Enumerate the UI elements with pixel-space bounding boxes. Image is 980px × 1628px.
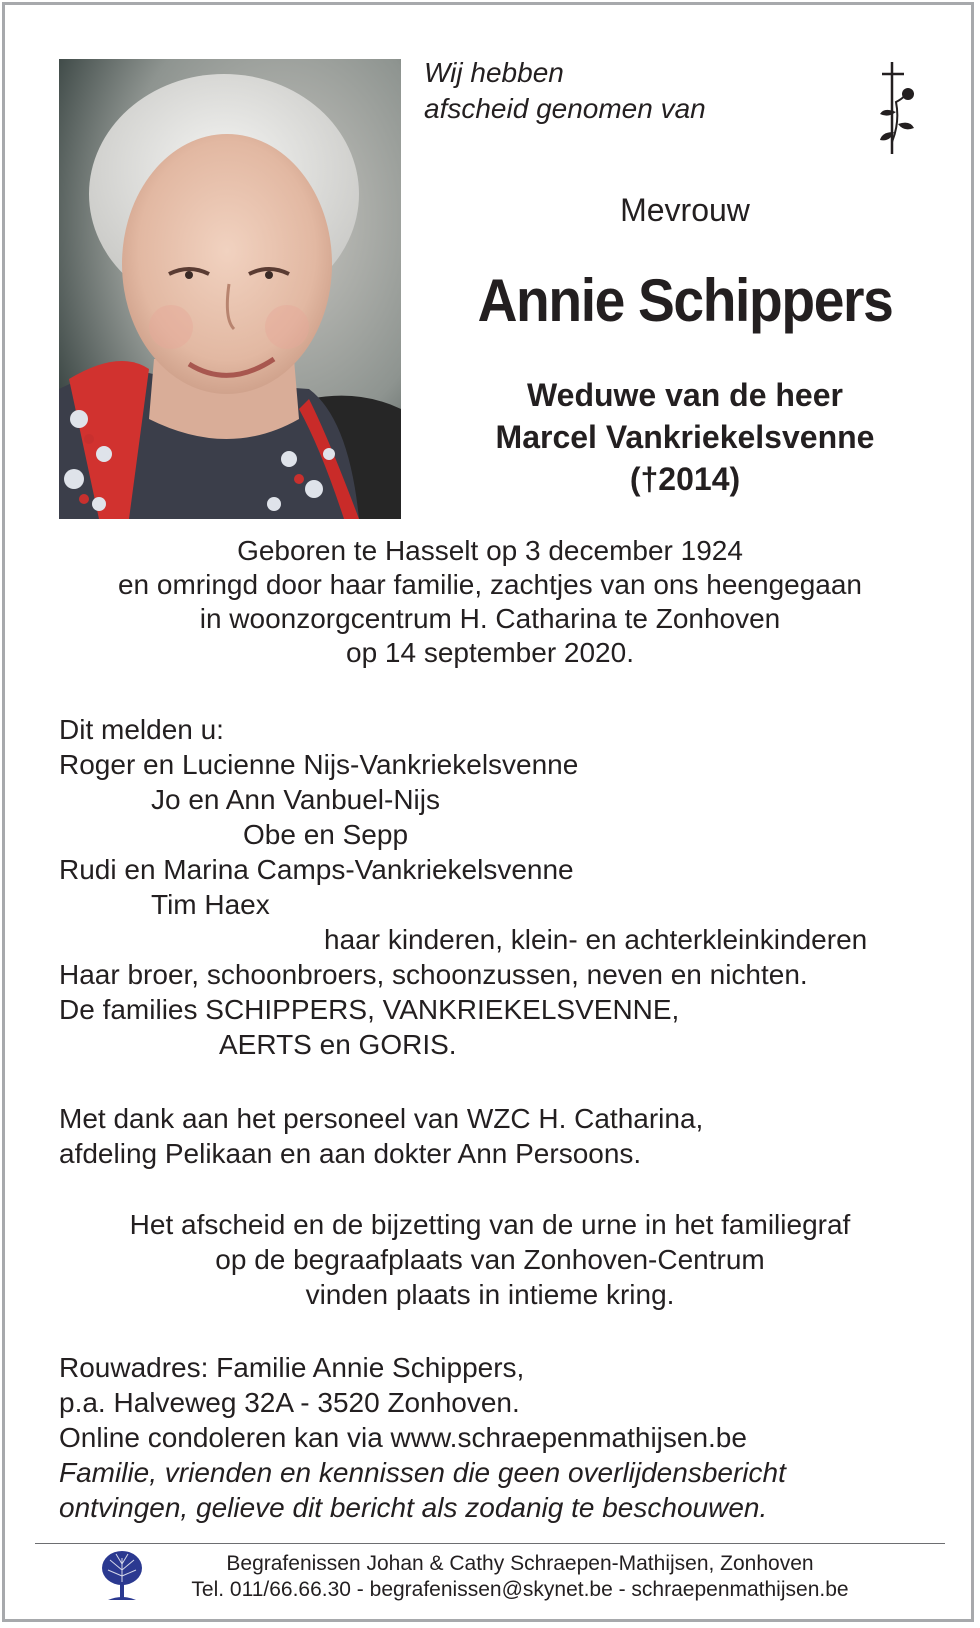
announce-line: haar kinderen, klein- en achterkleinkinderen — [324, 924, 868, 955]
birth-line: op 14 september 2020. — [346, 637, 634, 668]
intro-text — [424, 55, 706, 127]
birth-line: en omringd door haar familie, zachtjes van ons heengegaan — [117, 569, 863, 600]
widow-line-3: (†2014) — [629, 461, 741, 497]
cross-with-rose-icon — [876, 62, 918, 163]
footer-line-1: Begrafenissen Johan & Cathy Schraepen-Mathijsen, Zonhoven — [226, 1552, 814, 1575]
ceremony-line: op de begraafplaats van Zonhoven-Centrum — [215, 1244, 765, 1275]
notice-line: Familie, vrienden en kennissen die geen overlijdensbericht — [59, 1457, 786, 1488]
address-line: p.a. Halveweg 32A - 3520 Zonhoven. — [59, 1387, 520, 1418]
birth-line: Geboren te Hasselt op 3 december 1924 — [237, 535, 743, 566]
address-block — [59, 1350, 786, 1525]
ceremony-block — [30, 1207, 950, 1312]
funeral-home-footer — [160, 1551, 880, 1603]
widow-block — [430, 374, 940, 500]
announce-line: Roger en Lucienne Nijs-Vankriekelsvenne — [59, 749, 579, 780]
announce-line: Rudi en Marina Camps-Vankriekelsvenne — [59, 854, 574, 885]
announce-line: De families SCHIPPERS, VANKRIEKELSVENNE, — [59, 994, 680, 1025]
tree-logo-icon — [100, 1550, 144, 1607]
announce-line: Haar broer, schoonbroers, schoonzussen, neven en nichten. — [59, 959, 808, 990]
ceremony-line: Het afscheid en de bijzetting van de urne in het familiegraf — [129, 1209, 851, 1240]
announce-heading: Dit melden u: — [59, 714, 224, 745]
condolence-line: Online condoleren kan via www.schraepenmathijsen.be — [59, 1422, 747, 1453]
footer-divider — [35, 1543, 945, 1544]
title-mevrouw: Mevrouw — [620, 192, 750, 228]
announce-block — [59, 712, 867, 1062]
widow-line-2: Marcel Vankriekelsvenne — [495, 419, 875, 455]
ceremony-line: vinden plaats in intieme kring. — [305, 1279, 675, 1310]
announce-line: Tim Haex — [151, 889, 270, 920]
announce-line: Obe en Sepp — [243, 819, 409, 850]
announce-line: AERTS en GORIS. — [219, 1029, 457, 1060]
intro-line-2: afscheid genomen van — [424, 93, 706, 124]
notice-line: ontvingen, gelieve dit bericht als zodanig te beschouwen. — [59, 1492, 768, 1523]
birth-death-text — [30, 534, 950, 670]
intro-line-1: Wij hebben — [424, 57, 564, 88]
address-line: Rouwadres: Familie Annie Schippers, — [59, 1352, 525, 1383]
deceased-name: Annie Schippers — [477, 267, 893, 334]
birth-line: in woonzorgcentrum H. Catharina te Zonhoven — [199, 603, 781, 634]
widow-line-1: Weduwe van de heer — [527, 377, 843, 413]
portrait-photo — [59, 59, 401, 519]
thanks-line: afdeling Pelikaan en aan dokter Ann Persoons. — [59, 1138, 642, 1169]
announce-line: Jo en Ann Vanbuel-Nijs — [151, 784, 440, 815]
thanks-line: Met dank aan het personeel van WZC H. Catharina, — [59, 1103, 704, 1134]
thanks-block — [59, 1101, 703, 1171]
footer-line-2: Tel. 011/66.66.30 - begrafenissen@skynet.be - schraepenmathijsen.be — [191, 1578, 849, 1601]
